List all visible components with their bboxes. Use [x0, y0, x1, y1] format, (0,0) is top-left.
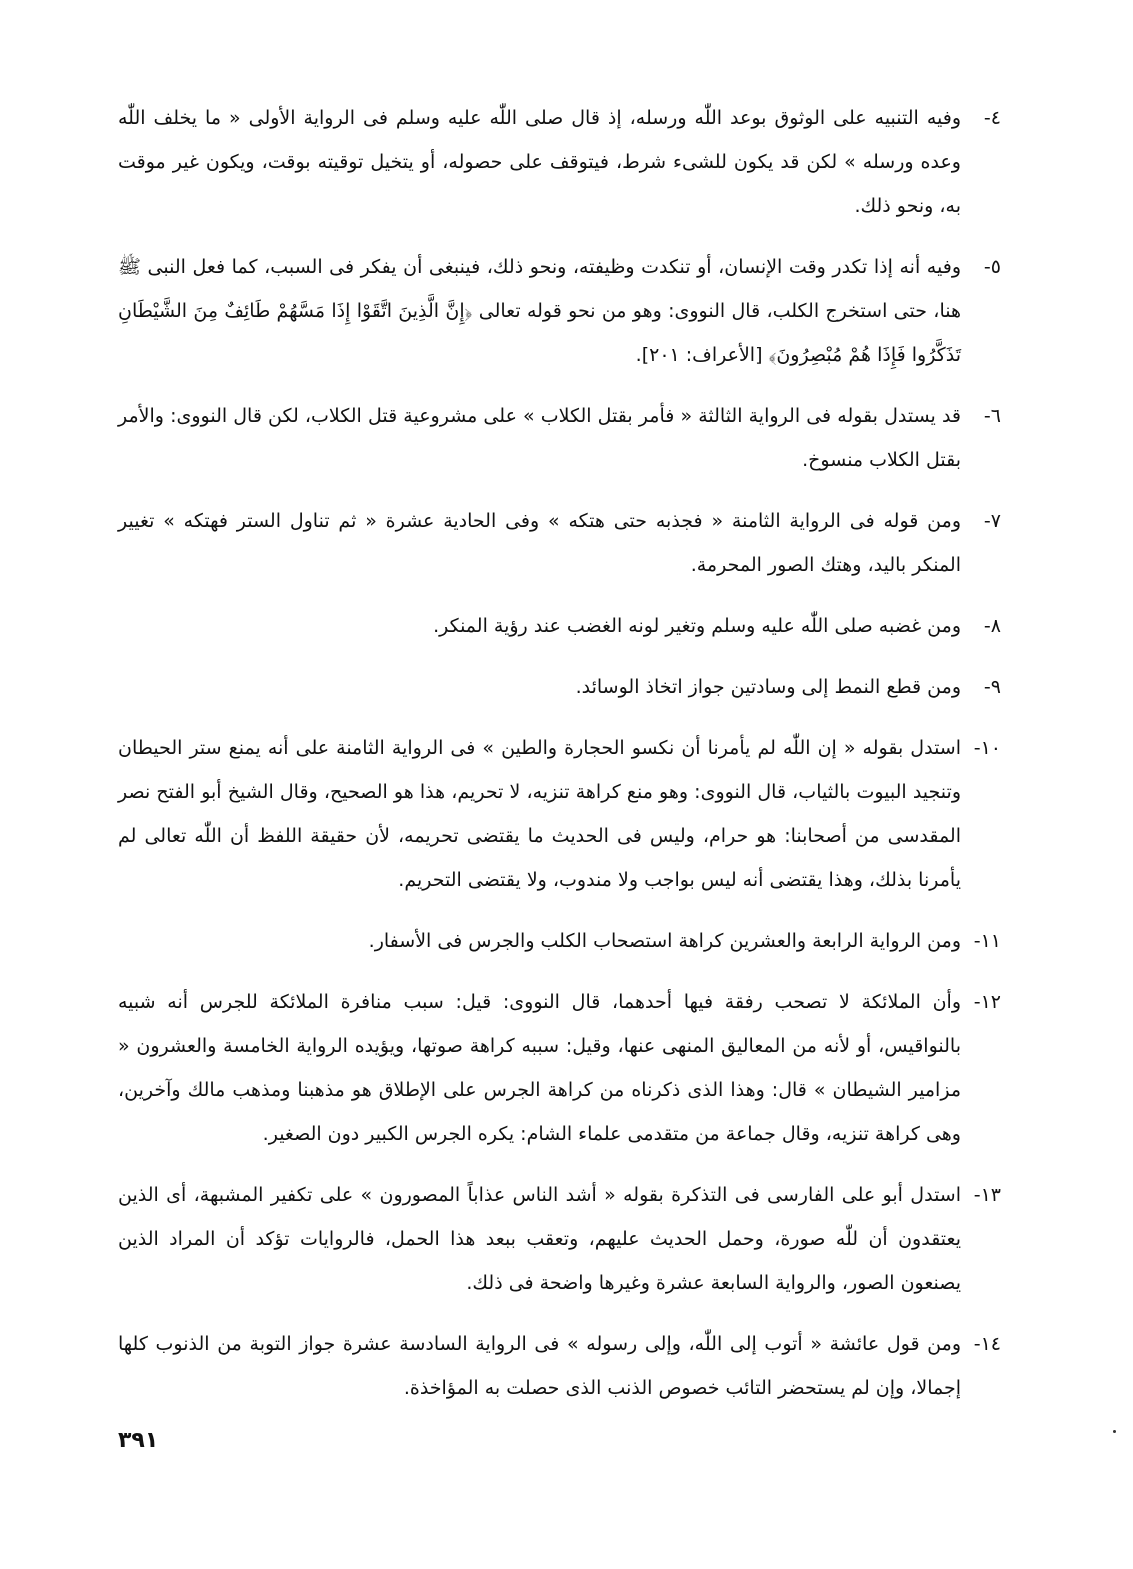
- item-text: ومن قوله فى الرواية الثامنة « فجذبه حتى هتكه » وفى الحادية عشرة « ثم تناول الستر فهتكه » تغيير المنكر باليد، وهتك الصور المحرمة.: [118, 510, 961, 576]
- item-number: ١٤-: [973, 1333, 1001, 1355]
- list-item: [118, 1322, 1001, 1410]
- item-text: ومن قول عائشة « أتوب إلى اللّٰه، وإلى رسوله » فى الرواية السادسة عشرة جواز التوبة من الذنوب كلها إجمالا، وإن لم يستحضر التائب خصوص الذنب الذى حصلت به المؤاخذة.: [118, 1333, 961, 1399]
- item-number: ٤-: [983, 107, 1001, 129]
- item-text: ومن قطع النمط إلى وسادتين جواز اتخاذ الوسائد.: [575, 676, 961, 698]
- list-item: [118, 394, 1001, 482]
- list-item: [118, 604, 1001, 648]
- list-item: [118, 980, 1001, 1156]
- item-text: ومن الرواية الرابعة والعشرين كراهة استصحاب الكلب والجرس فى الأسفار.: [368, 930, 961, 952]
- item-number: ١٢-: [973, 991, 1001, 1013]
- item-text: قد يستدل بقوله فى الرواية الثالثة « فأمر بقتل الكلاب » على مشروعية قتل الكلاب، لكن قال النووى: والأمر بقتل الكلاب منسوخ.: [118, 405, 961, 471]
- item-text: وفيه التنبيه على الوثوق بوعد اللّٰه ورسله، إذ قال صلى اللّٰه عليه وسلم فى الرواية الأولى « ما يخلف اللّٰه وعده ورسله » لكن قد يكون للشىء شرط، فيتوقف على حصوله، أو يتخيل توقيته بوقت، ويكون غير موقت به، ونحو ذلك.: [118, 107, 961, 217]
- item-number: ٦-: [983, 405, 1001, 427]
- margin-mark: [1113, 1430, 1116, 1433]
- page-number: ٣٩١: [118, 1428, 159, 1453]
- list-item: [118, 726, 1001, 902]
- list-item: [118, 245, 1001, 377]
- list-item: [118, 665, 1001, 709]
- item-number: ١١-: [973, 930, 1001, 952]
- list-item: [118, 499, 1001, 587]
- item-text: استدل بقوله « إن اللّٰه لم يأمرنا أن نكسو الحجارة والطين » فى الرواية الثامنة على أنه يمنع ستر الحيطان وتنجيد البيوت بالثياب، قال النووى: وهو منع كراهة تنزيه، لا تحريم، هذا هو الصحيح، وقال الشيخ أبو الفتح نصر المقدسى من أصحابنا: هو حرام، وليس فى الحديث ما يقتضى تحريمه، لأن حقيقة اللفظ أن اللّٰه تعالى لم يأمرنا بذلك، وهذا يقتضى أنه ليس بواجب ولا مندوب، ولا يقتضى التحريم.: [118, 737, 961, 891]
- list-item: [118, 96, 1001, 228]
- item-text: استدل أبو على الفارسى فى التذكرة بقوله « أشد الناس عذاباً المصورون » على تكفير المشبهة، أى الذين يعتقدون أن للّٰه صورة، وحمل الحديث عليهم، وتعقب ببعد هذا الحمل، فالروايات تؤكد أن المراد الذين يصنعون الصور، والرواية السابعة عشرة وغيرها واضحة فى ذلك.: [118, 1184, 961, 1294]
- item-number: ١٣-: [973, 1184, 1001, 1206]
- item-number: ١٠-: [973, 737, 1001, 759]
- item-text: ومن غضبه صلى اللّٰه عليه وسلم وتغير لونه الغضب عند رؤية المنكر.: [433, 615, 961, 637]
- item-text: وأن الملائكة لا تصحب رفقة فيها أحدهما، قال النووى: قيل: سبب منافرة الملائكة للجرس أنه شبيه بالنواقيس، أو لأنه من المعاليق المنهى عنها، وقيل: سببه كراهة صوتها، ويؤيده الرواية الخامسة والعشرون « مزامير الشيطان » قال: وهذا الذى ذكرناه من كراهة الجرس على الإطلاق هو مذهبنا ومذهب مالك وآخرين، وهى كراهة تنزيه، وقال جماعة من متقدمى علماء الشام: يكره الجرس الكبير دون الصغير.: [118, 991, 961, 1145]
- list-item: [118, 1173, 1001, 1305]
- item-number: ٨-: [983, 615, 1001, 637]
- item-number: ٥-: [983, 256, 1001, 278]
- item-number: ٩-: [983, 676, 1001, 698]
- item-text: وفيه أنه إذا تكدر وقت الإنسان، أو تنكدت وظيفته، ونحو ذلك، فينبغى أن يفكر فى السبب، كما فعل النبى ﷺ هنا، حتى استخرج الكلب، قال النووى: وهو من نحو قوله تعالى ﴿إِنَّ الَّذِينَ اتَّقَوْا إِذَا مَسَّهُمْ طَائِفٌ مِنَ الشَّيْطَانِ تَذَكَّرُوا فَإِذَا هُمْ مُبْصِرُونَ﴾ [الأعراف: ٢٠١].: [118, 256, 961, 366]
- list-item: [118, 919, 1001, 963]
- page-body: [118, 96, 1001, 1427]
- item-number: ٧-: [983, 510, 1001, 532]
